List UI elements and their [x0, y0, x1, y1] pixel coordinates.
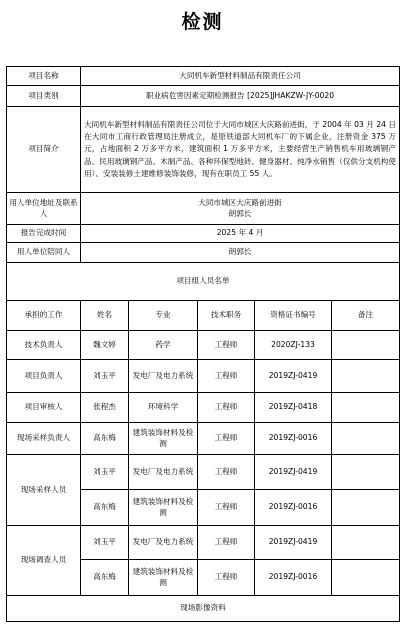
staff-note — [332, 360, 400, 393]
staff-major: 发电厂及电力系统 — [129, 526, 198, 560]
header-note: 备注 — [332, 301, 400, 331]
staff-role: 技术负责人 — [7, 331, 81, 360]
staff-row-reviewer — [7, 393, 400, 423]
staff-role: 项目负责人 — [7, 360, 81, 393]
staff-cert: 2019ZJ-0016 — [255, 560, 332, 596]
staff-title: 工程师 — [198, 490, 255, 526]
value-project-intro: 大同机车新型材料制品有限责任公司位于大同市城区大庆路前进街，于 2004 年 03 月 24 日在大同市工商行政管理局注册成立，是原铁道部大同机车厂的下属企业，注册资金 375 万元，占地面积 2 万多平方米，建筑面积 1 万多平方米，主要经营生产销售机车用玻璃钢产品、民用玻璃钢产品、木制产品、各种环保型地砖、健身器材、纯净水销售（仅供分支机构使用）、安装装修土建维修装饰装修，现有在职员工 55 人。 — [81, 107, 400, 193]
header-title: 技术职务 — [198, 301, 255, 331]
staff-role: 现场调查人员 — [7, 526, 81, 596]
staff-title: 工程师 — [198, 560, 255, 596]
staff-title: 工程师 — [198, 331, 255, 360]
staff-major: 药学 — [129, 331, 198, 360]
employer-address: 大同市城区大庆路前进街 — [198, 198, 282, 208]
staff-name: 高东梅 — [81, 490, 129, 526]
staff-cert: 2019ZJ-0419 — [255, 526, 332, 560]
staff-role: 现场采样负责人 — [7, 423, 81, 455]
staff-major: 建筑装饰材料及检测 — [129, 490, 198, 526]
staff-cert: 2019ZJ-0016 — [255, 423, 332, 455]
staff-note — [332, 423, 400, 455]
staff-note — [332, 455, 400, 490]
header-role: 承担的工作 — [7, 301, 81, 331]
row-project-intro — [7, 107, 400, 193]
staff-row-project-lead — [7, 360, 400, 393]
staff-cert: 2020ZJ-133 — [255, 331, 332, 360]
photo-section-title: 现场影像资料 — [7, 596, 400, 622]
label-report-date: 报告完成时间 — [7, 225, 81, 243]
staff-name: 刘玉平 — [81, 455, 129, 490]
row-project-type — [7, 86, 400, 107]
row-photo-section-title — [7, 596, 400, 622]
staff-title: 工程师 — [198, 360, 255, 393]
value-escort: 朗郭长 — [81, 243, 400, 263]
staff-note — [332, 490, 400, 526]
staff-cert: 2019ZJ-0419 — [255, 455, 332, 490]
employer-contact: 朗郭长 — [228, 208, 252, 218]
label-employer: 用人单位地址及联系人 — [7, 193, 81, 225]
staff-row-sampling-lead — [7, 423, 400, 455]
value-employer — [81, 193, 400, 225]
staff-title: 工程师 — [198, 423, 255, 455]
value-project-type: 职业病危害因素定期检测报告 [2025]JHAKZW-JY-0020 — [81, 86, 400, 107]
staff-note — [332, 560, 400, 596]
project-info-table — [6, 66, 400, 622]
value-project-name: 大同机车新型材料制品有限责任公司 — [81, 67, 400, 86]
staff-name: 高东梅 — [81, 560, 129, 596]
staff-name: 魏文婷 — [81, 331, 129, 360]
staff-section-title: 项目组人员名单 — [7, 263, 400, 301]
staff-cert: 2019ZJ-0016 — [255, 490, 332, 526]
staff-header-row — [7, 301, 400, 331]
staff-note — [332, 526, 400, 560]
header-major: 专业 — [129, 301, 198, 331]
staff-title: 工程师 — [198, 526, 255, 560]
staff-major: 建筑装饰材料及检测 — [129, 560, 198, 596]
row-staff-section-title — [7, 263, 400, 301]
staff-title: 工程师 — [198, 393, 255, 423]
staff-note — [332, 393, 400, 423]
staff-role: 现场采样人员 — [7, 455, 81, 526]
row-escort — [7, 243, 400, 263]
staff-cert: 2019ZJ-0418 — [255, 393, 332, 423]
page-title: 检测 — [181, 11, 224, 33]
row-employer — [7, 193, 400, 225]
header-cert: 资格证书编号 — [255, 301, 332, 331]
staff-row-tech-lead — [7, 331, 400, 360]
staff-name: 刘玉平 — [81, 360, 129, 393]
header-name: 姓名 — [81, 301, 129, 331]
staff-major: 建筑装饰材料及检测 — [129, 423, 198, 455]
label-project-intro: 项目简介 — [7, 107, 81, 193]
value-report-date: 2025 年 4 月 — [81, 225, 400, 243]
staff-major: 环境科学 — [129, 393, 198, 423]
label-escort: 用人单位陪同人 — [7, 243, 81, 263]
staff-name: 高东梅 — [81, 423, 129, 455]
staff-title: 工程师 — [198, 455, 255, 490]
staff-cert: 2019ZJ-0419 — [255, 360, 332, 393]
staff-row-survey-1 — [7, 526, 400, 560]
staff-name: 张程杰 — [81, 393, 129, 423]
staff-major: 发电厂及电力系统 — [129, 360, 198, 393]
staff-name: 刘玉平 — [81, 526, 129, 560]
staff-note — [332, 331, 400, 360]
staff-row-sampling-1 — [7, 455, 400, 490]
staff-major: 发电厂及电力系统 — [129, 455, 198, 490]
row-report-date — [7, 225, 400, 243]
row-project-name — [7, 67, 400, 86]
label-project-name: 项目名称 — [7, 67, 81, 86]
label-project-type: 项目类别 — [7, 86, 81, 107]
staff-role: 项目审核人 — [7, 393, 81, 423]
